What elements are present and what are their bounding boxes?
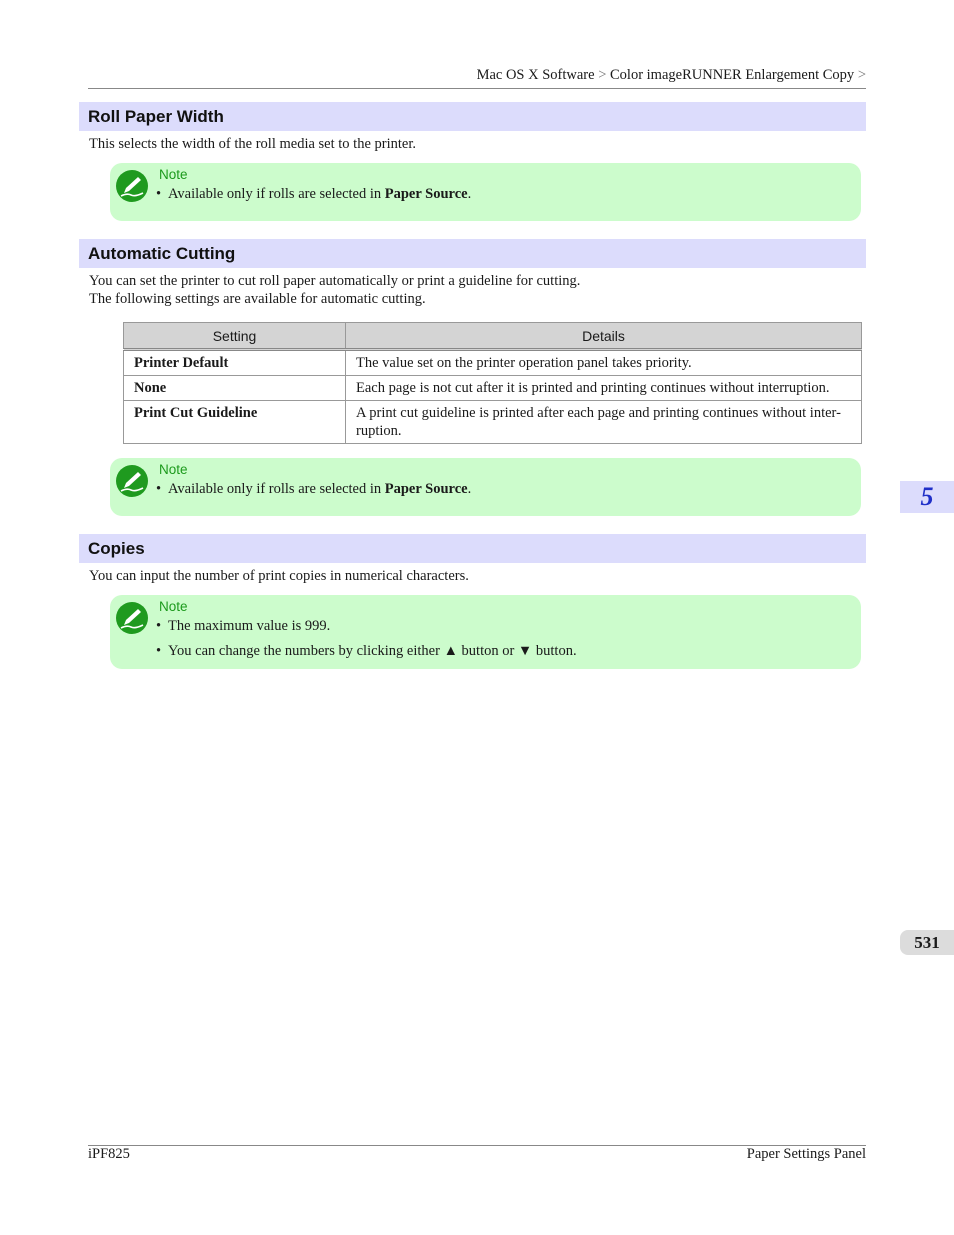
table-cell-details: A print cut guideline is printed after each page and printing continues without inter-ruption.	[346, 401, 862, 444]
section-heading-copies	[79, 534, 866, 563]
note-box	[110, 595, 861, 669]
breadcrumb-separator: >	[857, 67, 866, 83]
note-item: • You can change the numbers by clicking either ▲ button or ▼ button.	[156, 643, 577, 659]
footer-section-name: Paper Settings Panel	[746, 1146, 866, 1162]
section-paragraph: You can input the number of print copies in numerical characters.	[89, 568, 469, 584]
note-box	[110, 163, 861, 221]
pencil-note-icon	[115, 169, 149, 203]
table-row	[124, 401, 862, 444]
page-number-tab: 531	[900, 930, 954, 955]
section-paragraph: The following settings are available for automatic cutting.	[89, 291, 426, 307]
section-heading-roll-paper-width	[79, 102, 866, 131]
note-item: • The maximum value is 999.	[156, 618, 331, 634]
table-row	[124, 376, 862, 401]
note-item: • Available only if rolls are selected in Paper Source.	[156, 186, 472, 202]
table-header-details: Details	[346, 323, 862, 350]
table-header-setting: Setting	[124, 323, 346, 350]
chapter-tab[interactable]: 5	[900, 481, 954, 513]
breadcrumb	[477, 67, 866, 84]
section-title: Copies	[88, 539, 145, 558]
section-paragraph: You can set the printer to cut roll paper automatically or print a guideline for cutting.	[89, 273, 581, 289]
footer-model: iPF825	[88, 1146, 130, 1162]
section-heading-automatic-cutting	[79, 239, 866, 268]
section-title: Roll Paper Width	[88, 107, 224, 126]
table-cell-setting: Printer Default	[124, 350, 346, 376]
note-label: Note	[159, 167, 188, 182]
table-cell-details: The value set on the printer operation panel takes priority.	[346, 350, 862, 376]
breadcrumb-item[interactable]: Color imageRUNNER Enlargement Copy	[610, 67, 855, 83]
table-cell-details: Each page is not cut after it is printed and printing continues without interruption.	[346, 376, 862, 401]
table-cell-setting: None	[124, 376, 346, 401]
note-item: • Available only if rolls are selected in Paper Source.	[156, 481, 472, 497]
breadcrumb-separator: >	[598, 67, 607, 83]
note-box	[110, 458, 861, 516]
pencil-note-icon	[115, 464, 149, 498]
table-row	[124, 350, 862, 376]
note-label: Note	[159, 599, 188, 614]
section-paragraph: This selects the width of the roll media set to the printer.	[89, 136, 416, 152]
table-cell-setting: Print Cut Guideline	[124, 401, 346, 444]
pencil-note-icon	[115, 601, 149, 635]
cutting-settings-table	[123, 322, 862, 444]
breadcrumb-item[interactable]: Mac OS X Software	[476, 67, 595, 83]
section-title: Automatic Cutting	[88, 244, 236, 263]
note-label: Note	[159, 462, 188, 477]
header-rule	[88, 88, 866, 89]
